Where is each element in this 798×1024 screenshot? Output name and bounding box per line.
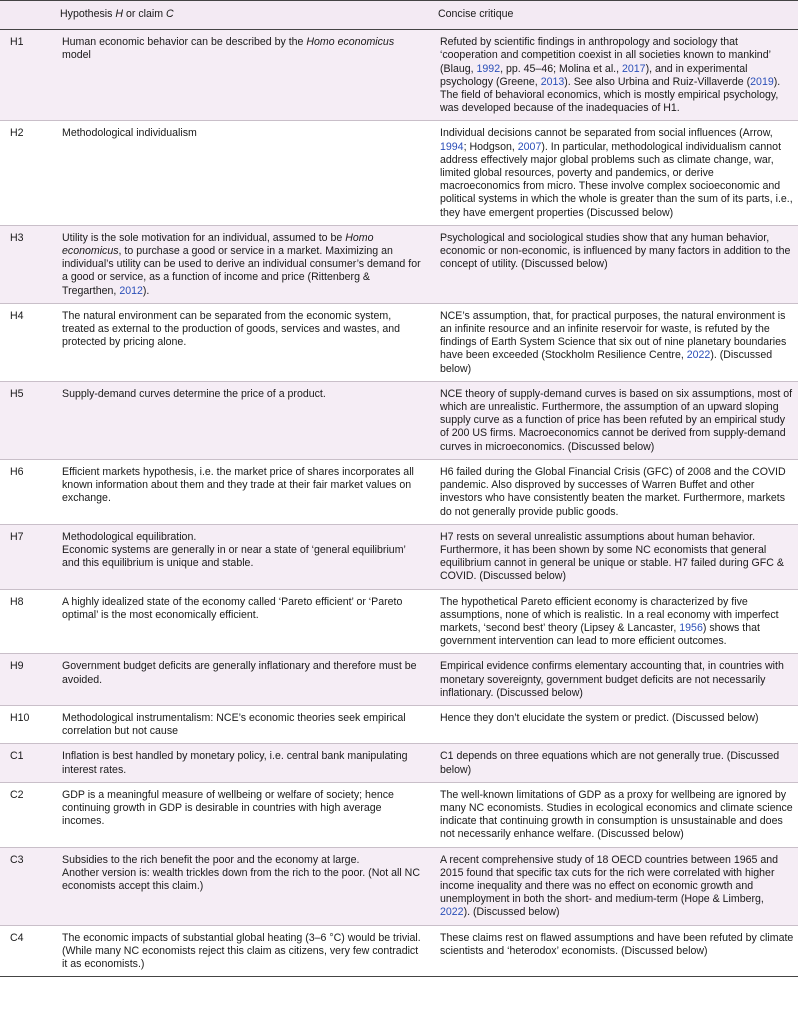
table-row bbox=[0, 589, 798, 654]
row-id: H8 bbox=[10, 595, 24, 608]
critique-cell bbox=[428, 381, 798, 459]
text-segment: ). (Discussed below) bbox=[463, 906, 560, 919]
row-id: H9 bbox=[10, 660, 24, 673]
hypothesis-cell bbox=[50, 744, 428, 782]
text-segment: NCE theory of supply-demand curves is based on six assumptions, most of which are unrealistic. Furthermore, the assumption of an upward sloping supply curve as a function of price has been refuted by an empirical study of 200 US firms. Macroeconomics cannot be derived from supply-demand curves in microeconomics. (Discussed below) bbox=[440, 387, 793, 453]
hypothesis-cell bbox=[50, 381, 428, 459]
table-row bbox=[0, 654, 798, 706]
critique-cell bbox=[428, 121, 798, 225]
text-segment: ). bbox=[142, 284, 150, 297]
text-segment: Supply-demand curves determine the price of a product. bbox=[62, 387, 326, 400]
hypothesis-cell bbox=[50, 121, 428, 225]
text-segment: Subsidies to the rich benefit the poor and the economy at large. Another version is: wealth trickles down from the rich to the poor. (Not all NC economists accept this claim.) bbox=[62, 853, 420, 892]
row-id: C1 bbox=[10, 750, 24, 763]
citation-year: 2022 bbox=[440, 906, 464, 919]
hypothesis-cell bbox=[50, 925, 428, 977]
text-segment: The well-known limitations of GDP as a proxy for wellbeing are ignored by many NC economists. Studies in ecological economics and climate science indicate that continuing growth in consumption is unsustainable and does not necessarily enhance welfare. (Discussed below) bbox=[440, 788, 793, 841]
header-id bbox=[0, 1, 50, 30]
hypothesis-cell bbox=[50, 847, 428, 925]
row-id: H10 bbox=[10, 711, 30, 724]
hypothesis-cell bbox=[50, 30, 428, 121]
critique-cell bbox=[428, 782, 798, 847]
text-segment: The hypothetical Pareto efficient economy is characterized by five assumptions, none of which is realistic. In a real economy with imperfect markets, ‘second best’ theory (Lipsey & Lancaster, bbox=[440, 595, 779, 634]
text-segment: Individual decisions cannot be separated from social influences (Arrow, bbox=[440, 127, 773, 140]
italic-text: Homo economicus bbox=[306, 36, 395, 49]
row-id: C4 bbox=[10, 931, 24, 944]
citation-year: 2012 bbox=[119, 284, 143, 297]
critique-cell bbox=[428, 925, 798, 977]
critique-cell bbox=[428, 524, 798, 589]
text-segment: Psychological and sociological studies show that any human behavior, economic or non-economic, is influenced by many factors in addition to the concept of utility. (Discussed below) bbox=[440, 231, 791, 271]
text-segment: C1 depends on three equations which are not generally true. (Discussed below) bbox=[440, 750, 780, 776]
row-id: C3 bbox=[10, 853, 24, 866]
row-id: H7 bbox=[10, 530, 24, 543]
table-row bbox=[0, 225, 798, 303]
hypothesis-cell bbox=[50, 225, 428, 303]
citation-year: 2007 bbox=[517, 140, 542, 153]
table-row bbox=[0, 524, 798, 589]
text-segment: Methodological equilibration. Economic systems are generally in or near a state of ‘general equilibrium’ and this equilibrium is unique and stable. bbox=[62, 530, 406, 570]
text-segment: ), and in experimental psychology (Greene, bbox=[440, 62, 748, 88]
hypothesis-cell bbox=[50, 705, 428, 743]
text-segment: NCE’s assumption, that, for practical purposes, the natural environment is an infinite resource and an infinite reservoir for waste, is refuted by the findings of Earth System Science that six out of nine planetary boundaries have been exceeded (Stockholm Resilience Centre, bbox=[440, 309, 787, 362]
row-id: H5 bbox=[10, 387, 24, 400]
text-segment: Inflation is best handled by monetary policy, i.e. central bank manipulating interest rates. bbox=[62, 750, 408, 776]
text-segment: The economic impacts of substantial global heating (3–6 °C) would be trivial. (While many NC economists reject this claim as citizens, very few contradict it as economists.) bbox=[62, 931, 421, 970]
table-row bbox=[0, 705, 798, 743]
text-segment: Refuted by scientific findings in anthropology and sociology that ‘cooperation and competition coexist in all societies known to mankind’ (Blaug, bbox=[440, 36, 771, 75]
hypothesis-cell bbox=[50, 589, 428, 654]
table-row bbox=[0, 744, 798, 782]
text-segment: A recent comprehensive study of 18 OECD countries between 1965 and 2015 found that specific tax cuts for the rich were correlated with higher income inequality and there was no effect on economic growth and unemployment in both the short- and medium-term (Hope & Limberg, bbox=[440, 853, 779, 906]
text-segment: Empirical evidence confirms elementary accounting that, in countries with monetary sovereignty, government budget deficits are not necessarily inflationary. (Discussed below) bbox=[440, 660, 784, 699]
critique-cell bbox=[428, 459, 798, 524]
critique-cell bbox=[428, 705, 798, 743]
text-segment: ). (Discussed below) bbox=[440, 349, 773, 375]
row-id: H3 bbox=[10, 231, 24, 244]
table-row bbox=[0, 30, 798, 121]
text-segment: Methodological individualism bbox=[62, 127, 197, 140]
hypothesis-cell bbox=[50, 459, 428, 524]
text-segment: ; Hodgson, bbox=[463, 140, 518, 153]
citation-year: 2013 bbox=[540, 75, 565, 88]
text-segment: A highly idealized state of the economy called ‘Pareto efficient’ or ‘Pareto optimal’ is the most economically efficient. bbox=[62, 595, 403, 621]
text-segment: ). See also Urbina and Ruiz-Villaverde ( bbox=[564, 75, 751, 88]
table-row bbox=[0, 847, 798, 925]
text-segment: Methodological instrumentalism: NCE’s economic theories seek empirical correlation but not cause bbox=[62, 711, 406, 738]
table-header-row bbox=[0, 1, 798, 30]
text-segment: These claims rest on flawed assumptions and have been refuted by climate scientists and ‘heterodox’ economists. (Discussed below) bbox=[440, 931, 794, 957]
table-row bbox=[0, 459, 798, 524]
header-hypothesis: Hypothesis H or claim C bbox=[60, 8, 174, 20]
citation-year: 1994 bbox=[440, 140, 464, 153]
row-id: H2 bbox=[10, 127, 24, 140]
table-row bbox=[0, 303, 798, 381]
text-segment: Utility is the sole motivation for an individual, assumed to be bbox=[62, 231, 346, 244]
citation-year: 1992 bbox=[476, 62, 501, 75]
table-row bbox=[0, 782, 798, 847]
text-segment: Human economic behavior can be described by the bbox=[62, 36, 307, 49]
citation-year: 2022 bbox=[686, 349, 711, 362]
table-row bbox=[0, 121, 798, 225]
text-segment: ). In particular, methodological individualism cannot address effectively major global problems such as climate change, war, limited global resources, poverty and pandemics, or derive macroeconomics from micro. These involve complex socioeconomic and political systems in which the whole is greater than the sum of its parts, i.e., they have emergent properties (Discussed below) bbox=[440, 140, 793, 219]
text-segment: H6 failed during the Global Financial Crisis (GFC) of 2008 and the COVID pandemic. Also disproved by successes of Warren Buffet and other investors who have consistently beaten the market. Furthermore, markets do not generally provide public goods. bbox=[440, 465, 786, 518]
row-id: H1 bbox=[10, 36, 24, 49]
critique-cell bbox=[428, 225, 798, 303]
hypothesis-cell bbox=[50, 524, 428, 589]
critique-cell bbox=[428, 30, 798, 121]
row-id: C2 bbox=[10, 788, 24, 801]
citation-year: 1956 bbox=[679, 621, 703, 634]
critique-cell bbox=[428, 847, 798, 925]
italic-text: Homo economicus bbox=[62, 231, 374, 258]
text-segment: H7 rests on several unrealistic assumptions about human behavior. Furthermore, it has been shown by some NC economists that general equilibrium cannot in general be unique or stable. H7 failed during GFC & COVID. (Discussed below) bbox=[440, 530, 784, 583]
table-row bbox=[0, 381, 798, 459]
text-segment: ) shows that government intervention can lead to more efficient outcomes. bbox=[440, 621, 760, 648]
hypothesis-cell bbox=[50, 303, 428, 381]
text-segment: Government budget deficits are generally inflationary and therefore must be avoided. bbox=[62, 660, 417, 686]
text-segment: , pp. 45–46; Molina et al., bbox=[500, 62, 622, 75]
critique-cell bbox=[428, 654, 798, 706]
table-row bbox=[0, 925, 798, 977]
hypothesis-cell bbox=[50, 782, 428, 847]
header-critique: Concise critique bbox=[438, 8, 514, 20]
text-segment: model bbox=[62, 49, 91, 62]
text-segment: ). The field of behavioral economics, which is mostly empirical psychology, was developed because of the inadequacies of H1. bbox=[440, 75, 781, 115]
text-segment: Hence they don’t elucidate the system or predict. (Discussed below) bbox=[440, 711, 759, 724]
citation-year: 2017 bbox=[622, 62, 646, 75]
citation-year: 2019 bbox=[750, 75, 774, 88]
text-segment: The natural environment can be separated from the economic system, treated as external to the production of goods, services and wastes, and protected by pricing alone. bbox=[62, 309, 401, 349]
hypothesis-cell bbox=[50, 654, 428, 706]
row-id: H4 bbox=[10, 309, 24, 322]
critique-cell bbox=[428, 589, 798, 654]
critique-cell bbox=[428, 303, 798, 381]
text-segment: GDP is a meaningful measure of wellbeing or welfare of society; hence continuing growth in GDP is desirable in countries with high average incomes. bbox=[62, 788, 394, 828]
critique-cell bbox=[428, 744, 798, 782]
row-id: H6 bbox=[10, 465, 24, 478]
text-segment: , to purchase a good or service in a market. Maximizing an individual’s utility can be used to derive an individual consumer’s demand for a good or service, as a function of income and price (Rittenberg & Tregarthen, bbox=[62, 245, 421, 297]
text-segment: Efficient markets hypothesis, i.e. the market price of shares incorporates all known information about them and they trade at their fair market values on exchange. bbox=[62, 465, 414, 505]
